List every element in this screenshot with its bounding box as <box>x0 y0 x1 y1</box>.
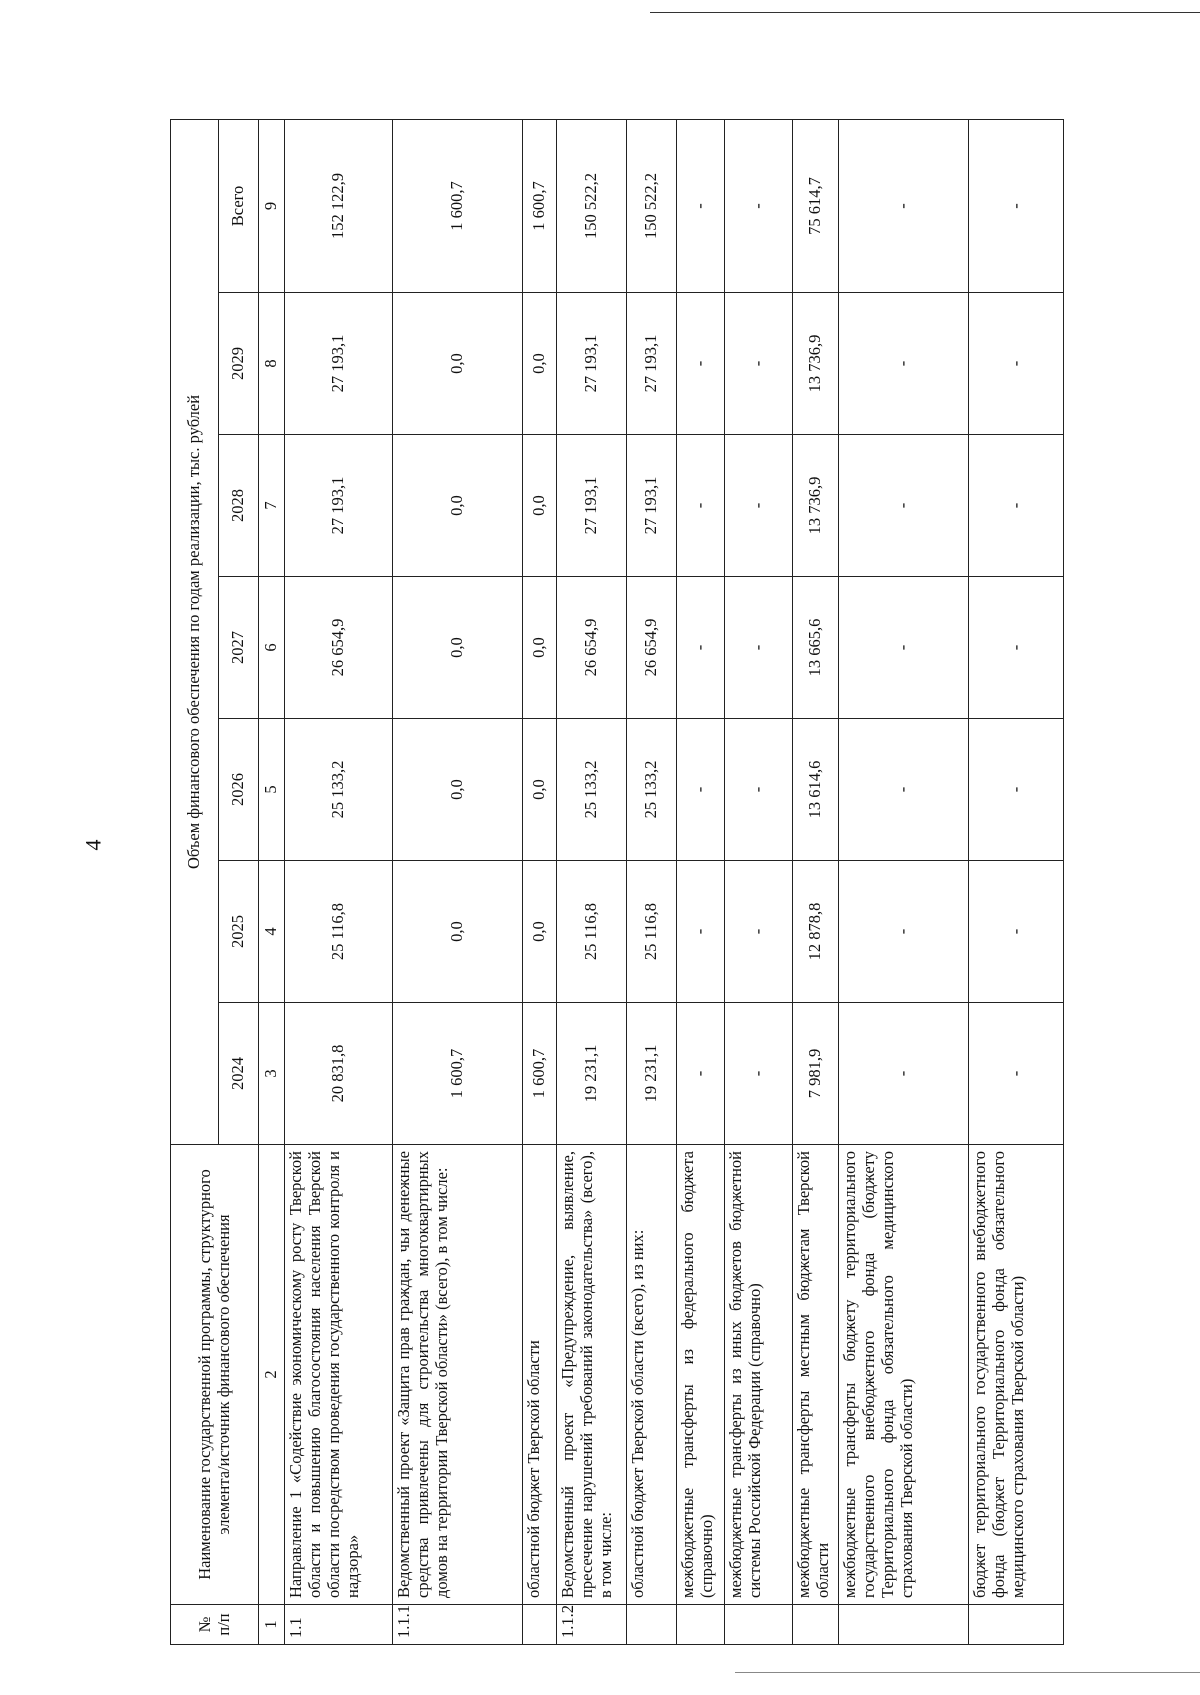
column-number: 4 <box>259 861 285 1003</box>
row-value: - <box>677 293 725 435</box>
row-value: 27 193,1 <box>627 435 677 577</box>
row-value: 0,0 <box>523 293 557 435</box>
row-num <box>677 1605 725 1645</box>
row-value: 27 193,1 <box>285 293 393 435</box>
header-name: Наименование государственной программы, структурного элемента/источник финансового обеспечения <box>171 1145 259 1605</box>
column-number: 3 <box>259 1003 285 1145</box>
row-value: 13 614,6 <box>793 719 839 861</box>
row-num: 1.1.2 <box>557 1605 627 1645</box>
table-row <box>725 119 793 1644</box>
column-number: 2 <box>259 1145 285 1605</box>
row-value: 20 831,8 <box>285 1003 393 1145</box>
row-value: - <box>725 293 793 435</box>
row-value: - <box>839 1003 969 1145</box>
row-value: 150 522,2 <box>627 119 677 292</box>
row-value: 7 981,9 <box>793 1003 839 1145</box>
row-num <box>969 1605 1064 1645</box>
header-year: 2025 <box>219 861 259 1003</box>
row-value: 19 231,1 <box>627 1003 677 1145</box>
row-value: 13 736,9 <box>793 293 839 435</box>
row-name: бюджет территориального государственного внебюджетного фонда (бюджет Территориального фонда обязательного медицинского страхования Тверской области) <box>969 1145 1064 1605</box>
row-value: 26 654,9 <box>557 577 627 719</box>
row-value: - <box>839 861 969 1003</box>
row-value: - <box>725 861 793 1003</box>
row-value: - <box>969 1003 1064 1145</box>
table-row <box>793 119 839 1644</box>
row-value: - <box>677 119 725 292</box>
column-number: 6 <box>259 577 285 719</box>
row-num <box>793 1605 839 1645</box>
row-value: 26 654,9 <box>627 577 677 719</box>
row-value: - <box>677 719 725 861</box>
row-name: областной бюджет Тверской области (всего), из них: <box>627 1145 677 1605</box>
column-number-row <box>259 119 285 1644</box>
row-value: 25 116,8 <box>627 861 677 1003</box>
row-num: 1.1.1 <box>393 1605 523 1645</box>
header-total: Всего <box>219 119 259 292</box>
row-value: 25 133,2 <box>557 719 627 861</box>
row-num <box>627 1605 677 1645</box>
row-value: 27 193,1 <box>557 435 627 577</box>
row-value: 27 193,1 <box>557 293 627 435</box>
row-value: - <box>969 719 1064 861</box>
column-number: 1 <box>259 1605 285 1645</box>
row-value: - <box>969 119 1064 292</box>
row-value: - <box>725 577 793 719</box>
table-row <box>969 119 1064 1644</box>
row-value: 27 193,1 <box>627 293 677 435</box>
row-value: 19 231,1 <box>557 1003 627 1145</box>
row-value: 1 600,7 <box>523 119 557 292</box>
header-group: Объем финансового обеспечения по годам реализации, тыс. рублей <box>171 119 219 1144</box>
table-row <box>557 119 627 1644</box>
row-value: - <box>839 719 969 861</box>
row-num <box>839 1605 969 1645</box>
financing-table <box>170 119 1064 1645</box>
row-name: межбюджетные трансферты из иных бюджетов бюджетной системы Российской Федерации (справочно) <box>725 1145 793 1605</box>
table-row <box>677 119 725 1644</box>
row-value: 12 878,8 <box>793 861 839 1003</box>
scan-edge-line-top <box>650 12 1200 13</box>
row-name: межбюджетные трансферты из федерального бюджета (справочно) <box>677 1145 725 1605</box>
row-value: - <box>677 435 725 577</box>
row-value: - <box>677 577 725 719</box>
table-row <box>285 119 393 1644</box>
page-number: 4 <box>80 839 106 851</box>
row-value: 0,0 <box>393 293 523 435</box>
row-value: 25 133,2 <box>285 719 393 861</box>
row-value: 13 665,6 <box>793 577 839 719</box>
row-value: 0,0 <box>523 435 557 577</box>
row-value: 0,0 <box>393 861 523 1003</box>
row-value: - <box>969 861 1064 1003</box>
header-year: 2027 <box>219 577 259 719</box>
table-row <box>393 119 523 1644</box>
row-value: 0,0 <box>523 719 557 861</box>
row-name: областной бюджет Тверской области <box>523 1145 557 1605</box>
header-row-1 <box>171 119 219 1644</box>
row-value: 152 122,9 <box>285 119 393 292</box>
table-row <box>839 119 969 1644</box>
header-year: 2026 <box>219 719 259 861</box>
scan-edge-line-bottom <box>735 1672 1200 1673</box>
row-value: - <box>839 435 969 577</box>
row-value: - <box>839 577 969 719</box>
row-value: 75 614,7 <box>793 119 839 292</box>
row-value: - <box>725 719 793 861</box>
row-value: 26 654,9 <box>285 577 393 719</box>
row-value: - <box>969 577 1064 719</box>
row-value: - <box>677 861 725 1003</box>
row-value: 25 116,8 <box>285 861 393 1003</box>
row-value: 1 600,7 <box>393 119 523 292</box>
row-value: 0,0 <box>523 577 557 719</box>
row-value: 1 600,7 <box>393 1003 523 1145</box>
row-name: Направление 1 «Содействие экономическому росту Тверской области и повышению благосостояния населения Тверской области посредством проведения государственного контроля и надзора» <box>285 1145 393 1605</box>
row-num: 1.1 <box>285 1605 393 1645</box>
row-value: - <box>839 293 969 435</box>
table-row <box>627 119 677 1644</box>
row-value: 1 600,7 <box>523 1003 557 1145</box>
row-num <box>725 1605 793 1645</box>
column-number: 7 <box>259 435 285 577</box>
row-name: межбюджетные трансферты местным бюджетам Тверской области <box>793 1145 839 1605</box>
row-value: - <box>839 119 969 292</box>
row-value: 25 116,8 <box>557 861 627 1003</box>
header-num: № п/п <box>171 1605 259 1645</box>
row-value: - <box>725 119 793 292</box>
rotated-table-wrapper <box>170 120 1027 1645</box>
table-row <box>523 119 557 1644</box>
row-name: Ведомственный проект «Защита прав граждан, чьи денежные средства привлечены для строительства многоквартирных домов на территории Тверской области» (всего), в том числе: <box>393 1145 523 1605</box>
row-value: 27 193,1 <box>285 435 393 577</box>
row-value: - <box>725 435 793 577</box>
row-value: - <box>969 435 1064 577</box>
row-value: - <box>969 293 1064 435</box>
row-value: 150 522,2 <box>557 119 627 292</box>
row-value: 0,0 <box>393 719 523 861</box>
column-number: 9 <box>259 119 285 292</box>
row-value: - <box>725 1003 793 1145</box>
header-year: 2028 <box>219 435 259 577</box>
row-name: межбюджетные трансферты бюджету территориального государственного внебюджетного фонда (бюджету Территориального фонда обязательного медицинского страхования Тверской области) <box>839 1145 969 1605</box>
row-value: 0,0 <box>393 435 523 577</box>
row-value: 25 133,2 <box>627 719 677 861</box>
row-num <box>523 1605 557 1645</box>
header-year: 2029 <box>219 293 259 435</box>
row-value: 0,0 <box>523 861 557 1003</box>
row-value: 13 736,9 <box>793 435 839 577</box>
header-year: 2024 <box>219 1003 259 1145</box>
column-number: 5 <box>259 719 285 861</box>
row-name: Ведомственный проект «Предупреждение, выявление, пресечение нарушений требований законодательства» (всего), в том числе: <box>557 1145 627 1605</box>
row-value: 0,0 <box>393 577 523 719</box>
row-value: - <box>677 1003 725 1145</box>
column-number: 8 <box>259 293 285 435</box>
